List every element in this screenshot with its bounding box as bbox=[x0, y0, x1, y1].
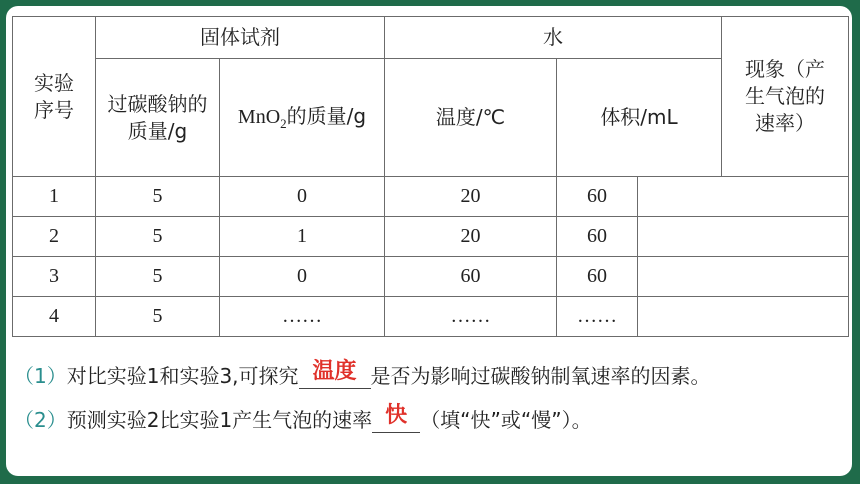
answer-blank[interactable] bbox=[299, 359, 371, 389]
cell-temp: …… bbox=[385, 297, 557, 337]
cell-temp: 20 bbox=[385, 177, 557, 217]
cell-sodium: 5 bbox=[96, 257, 220, 297]
table-row bbox=[13, 297, 849, 337]
cell-temp: 60 bbox=[385, 257, 557, 297]
cell-no: 4 bbox=[13, 297, 96, 337]
header-solid-group: 固体试剂 bbox=[96, 17, 385, 59]
table-row bbox=[13, 177, 849, 217]
header-sodium-mass: 过碳酸钠的质量/g bbox=[96, 59, 220, 177]
cell-phenomenon bbox=[638, 177, 849, 217]
mno2-formula: MnO bbox=[237, 105, 281, 128]
cell-phenomenon bbox=[638, 297, 849, 337]
experiment-table bbox=[12, 16, 849, 337]
cell-no: 1 bbox=[13, 177, 96, 217]
cell-volume: 60 bbox=[557, 257, 638, 297]
cell-mno2: 1 bbox=[220, 217, 385, 257]
table-row bbox=[13, 257, 849, 297]
cell-volume: …… bbox=[557, 297, 638, 337]
question-text: 预测实验2比实验1产生气泡的速率 bbox=[66, 408, 373, 432]
mno2-subscript: 2 bbox=[280, 115, 287, 131]
question-number: （2） bbox=[14, 408, 67, 432]
answer-text: 温度 bbox=[312, 359, 357, 384]
cell-no: 3 bbox=[13, 257, 96, 297]
question-2 bbox=[14, 404, 592, 433]
header-water-group: 水 bbox=[385, 17, 722, 59]
header-exp-no: 实验序号 bbox=[13, 17, 96, 177]
question-text-end: 是否为影响过碳酸钠制氧速率的因素。 bbox=[370, 364, 711, 388]
answer-text: 快 bbox=[385, 403, 408, 428]
question-1 bbox=[14, 360, 711, 389]
cell-phenomenon bbox=[638, 257, 849, 297]
cell-sodium: 5 bbox=[96, 217, 220, 257]
question-number: （1） bbox=[14, 364, 67, 388]
question-text-end: （填“快”或“慢”）。 bbox=[420, 408, 592, 432]
cell-temp: 20 bbox=[385, 217, 557, 257]
cell-volume: 60 bbox=[557, 217, 638, 257]
mno2-label: 的质量/g bbox=[286, 103, 367, 128]
header-temperature: 温度/℃ bbox=[385, 59, 557, 177]
cell-mno2: …… bbox=[220, 297, 385, 337]
header-phenomenon: 现象（产生气泡的速率） bbox=[722, 17, 849, 177]
question-text: 对比实验1和实验3,可探究 bbox=[66, 364, 299, 388]
cell-mno2: 0 bbox=[220, 257, 385, 297]
cell-mno2: 0 bbox=[220, 177, 385, 217]
cell-sodium: 5 bbox=[96, 297, 220, 337]
answer-blank[interactable] bbox=[372, 403, 420, 433]
cell-no: 2 bbox=[13, 217, 96, 257]
cell-phenomenon bbox=[638, 217, 849, 257]
cell-sodium: 5 bbox=[96, 177, 220, 217]
content-card bbox=[6, 6, 852, 476]
table-row bbox=[13, 217, 849, 257]
header-mno2-mass bbox=[220, 59, 385, 177]
header-volume: 体积/mL bbox=[557, 59, 722, 177]
cell-volume: 60 bbox=[557, 177, 638, 217]
